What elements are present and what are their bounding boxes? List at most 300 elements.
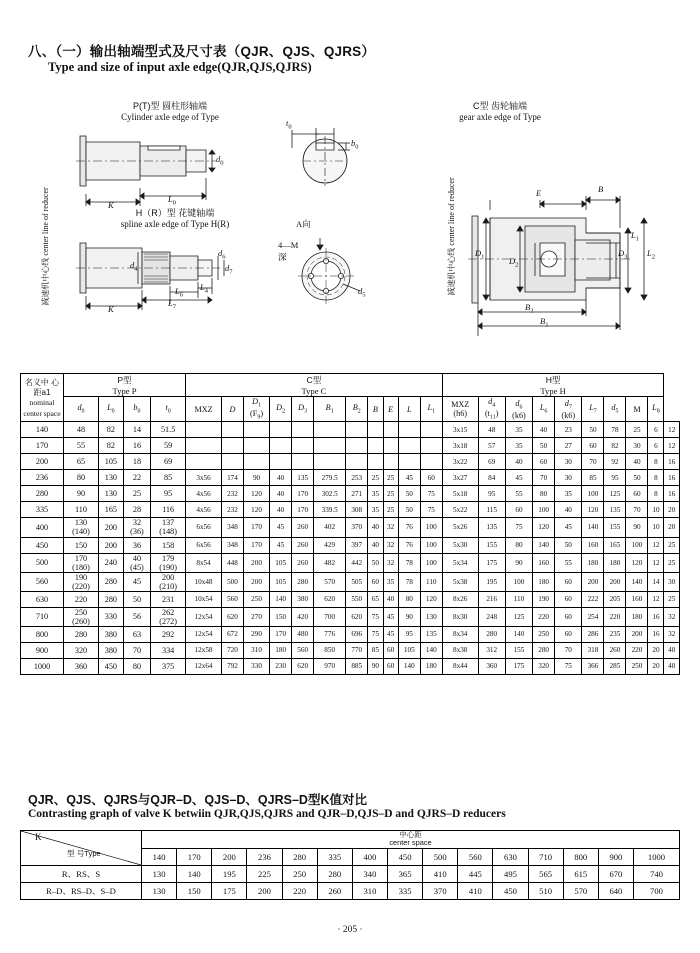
table-cell [398,438,420,454]
table-cell: 25 [383,470,398,486]
k-data-row [21,866,680,883]
table-cell [186,422,222,438]
table-cell [292,454,314,470]
k-cell: 740 [633,866,679,883]
table-cell: 180 [270,642,292,658]
table-cell: 63 [123,626,150,642]
label-a-direction: A向 [296,219,311,229]
table-cell: 220 [64,591,99,607]
table-cell: 375 [151,658,186,674]
table-cell: 57 [478,438,505,454]
dim-D2: $D_2$ [509,256,519,269]
k-column-header: 900 [598,848,633,865]
table-cell: 40 [555,502,582,518]
table-cell: 3x15 [442,422,478,438]
table-cell: 75 [368,607,383,626]
table-cell [368,422,383,438]
table-cell: 50 [582,422,604,438]
table-cell: 48 [478,422,505,438]
table-cell: 280 [478,626,505,642]
dim-b0: $b_0$ [351,138,359,151]
table-cell: 69 [151,454,186,470]
table-cell: 200 (210) [151,572,186,591]
table-cell: 180 [420,658,442,674]
table-cell: 45 [505,470,532,486]
table-cell: 100 [505,572,532,591]
table-cell [292,422,314,438]
table-cell: 135 [292,470,314,486]
table-cell: 125 [604,486,626,502]
table-cell: 45 [555,518,582,537]
table-cell: 280 [292,572,314,591]
table-row [21,438,680,454]
table-cell: 158 [151,537,186,553]
table-cell: 20 [664,502,680,518]
table-cell: 271 [346,486,368,502]
table-cell: 175 [478,553,505,572]
table-row [21,572,680,591]
table-cell: 78 [398,553,420,572]
table-cell: 320 [533,658,555,674]
table-cell: 3x27 [442,470,478,486]
table-cell: 40 [505,454,532,470]
table-cell: 40 [270,486,292,502]
table-cell: 85 [368,642,383,658]
k-column-header: 400 [352,848,387,865]
table-cell: 60 [505,502,532,518]
table-cell [420,454,442,470]
k-cell: 310 [352,883,387,900]
k-section-title-en: Contrasting graph of valve K betwiin QJR,QJS,QJRS and QJR–D,QJS–D and QJRS–D reducers [28,808,506,820]
table-cell: 200 [243,572,269,591]
table-cell: 40 [368,518,383,537]
col-d5: $d_5$ [604,397,626,422]
table-cell: 20 [648,642,664,658]
table-cell: 90 [64,486,99,502]
k-cell: 445 [458,866,493,883]
table-cell: 505 [346,572,368,591]
table-cell: 560 [21,572,64,591]
k-cell: 335 [387,883,422,900]
table-cell: 65 [368,591,383,607]
table-cell: 450 [21,537,64,553]
k-column-header: 170 [177,848,212,865]
figure-area [20,88,680,343]
table-cell: 84 [478,470,505,486]
table-cell: 8x34 [442,626,478,642]
table-cell [221,454,243,470]
table-cell: 482 [314,553,346,572]
col-L0: $L_0$ [98,397,123,422]
table-cell: 885 [346,658,368,674]
table-cell [270,454,292,470]
col-E: E [383,397,398,422]
table-cell [314,438,346,454]
table-cell: 48 [64,422,99,438]
k-cell: 640 [598,883,633,900]
dim-B2: $B_2$ [525,302,534,315]
table-cell: 180 [626,607,648,626]
table-cell: 20 [648,658,664,674]
table-row [21,454,680,470]
table-cell: 170 [243,537,269,553]
table-cell: 90 [243,470,269,486]
k-cell: 615 [563,866,598,883]
table-cell: 170 [270,626,292,642]
dim-L0: $L_0$ [168,194,176,207]
table-cell: 30 [664,572,680,591]
table-cell [368,454,383,470]
table-cell: 200 [98,537,123,553]
table-cell: 30 [555,470,582,486]
table-cell: 80 [505,537,532,553]
table-cell: 25 [664,591,680,607]
table-cell: 60 [555,591,582,607]
table-cell: 12 [664,422,680,438]
table-cell: 130 [420,607,442,626]
dim-D1: $D_1$ [475,248,485,261]
table-cell: 140 [582,518,604,537]
table-cell [314,454,346,470]
label-depth: 深 [278,252,287,262]
table-cell: 110 [420,572,442,591]
table-cell: 30 [555,454,582,470]
dim-L1: $L_1$ [631,230,639,243]
table-cell: 75 [420,502,442,518]
table-cell: 195 [478,572,505,591]
header-nominal-center-space: 名义中 心距a1 nominal center space [21,374,64,422]
k-column-header: 200 [212,848,247,865]
table-cell: 260 [292,518,314,537]
table-cell: 100 [420,537,442,553]
table-cell: 170 [243,518,269,537]
table-cell: 75 [555,658,582,674]
table-cell: 5x34 [442,553,478,572]
table-cell: 23 [555,422,582,438]
table-cell [243,438,269,454]
table-cell: 69 [478,454,505,470]
table-cell: 270 [243,607,269,626]
table-cell: 700 [314,607,346,626]
table-cell: 40 [626,454,648,470]
table-cell: 35 [505,438,532,454]
header-group-h: H型 Type H [442,374,664,397]
table-cell: 170 [292,486,314,502]
table-cell: 125 [505,607,532,626]
k-cell: 410 [423,866,458,883]
table-cell: 55 [505,486,532,502]
table-cell: 40 [664,658,680,674]
table-row [21,502,680,518]
table-cell: 6 [648,422,664,438]
table-cell: 450 [98,658,123,674]
table-cell: 170 (180) [64,553,99,572]
k-column-header: 280 [282,848,317,865]
table-cell: 50 [398,486,420,502]
table-cell: 6 [648,438,664,454]
table-cell: 82 [98,422,123,438]
k-cell: 130 [142,866,177,883]
table-cell: 12x54 [186,607,222,626]
table-cell: 236 [21,470,64,486]
table-cell: 232 [221,502,243,518]
table-cell: 100 [626,537,648,553]
table-cell: 22 [123,470,150,486]
table-cell: 279.5 [314,470,346,486]
table-cell: 55 [64,438,99,454]
table-cell [270,438,292,454]
table-cell: 25 [383,486,398,502]
table-cell: 60 [383,658,398,674]
table-row [21,553,680,572]
table-cell: 140 [270,591,292,607]
table-cell: 4x56 [186,486,222,502]
col-d6: $d_6$ (k6) [505,397,532,422]
table-cell: 570 [314,572,346,591]
table-cell: 60 [555,626,582,642]
table-cell: 45 [383,607,398,626]
table-cell: 12x58 [186,642,222,658]
table-cell: 85 [151,470,186,486]
col-MXZ: MXZ [186,397,222,422]
table-cell: 32 [383,518,398,537]
table-cell: 260 [604,642,626,658]
table-cell: 60 [555,607,582,626]
table-cell: 200 [604,572,626,591]
table-cell: 70 [555,642,582,658]
k-cell: 225 [247,866,282,883]
table-cell: 50 [533,438,555,454]
table-cell: 170 [21,438,64,454]
table-cell: 380 [98,626,123,642]
k-row-label: R、RS、S [21,866,142,883]
table-cell: 110 [64,502,99,518]
k-cell: 570 [563,883,598,900]
table-cell: 95 [478,486,505,502]
col-d4: $d_4$ $(t_{11})$ [478,397,505,422]
k-corner-cell: K 型 号Type [21,831,142,866]
k-column-header: 236 [247,848,282,865]
table-cell: 429 [314,537,346,553]
table-cell: 280 [64,626,99,642]
table-cell: 292 [151,626,186,642]
table-cell: 70 [626,502,648,518]
k-value-table [20,830,680,900]
table-cell: 105 [270,553,292,572]
table-cell: 380 [98,642,123,658]
table-cell: 137 (148) [151,518,186,537]
table-cell: 120 [420,591,442,607]
table-cell: 335 [21,502,64,518]
table-cell: 12 [648,553,664,572]
table-cell: 250 [243,591,269,607]
dim-d4: $d_4$ [130,260,138,273]
table-cell: 59 [151,438,186,454]
table-cell: 60 [368,572,383,591]
table-cell: 348 [221,537,243,553]
table-row [21,422,680,438]
table-cell: 25 [123,486,150,502]
table-cell: 82 [98,438,123,454]
table-cell: 6x56 [186,518,222,537]
table-cell: 320 [64,642,99,658]
table-cell: 380 [292,591,314,607]
k-column-header: 335 [317,848,352,865]
table-cell: 770 [346,642,368,658]
table-cell: 370 [346,518,368,537]
table-cell: 135 [604,502,626,518]
table-cell: 130 [98,470,123,486]
table-cell: 45 [270,537,292,553]
table-cell: 32 [664,626,680,642]
table-cell [221,438,243,454]
k-cell: 130 [142,883,177,900]
col-L7: $L_7$ [582,397,604,422]
table-cell [243,422,269,438]
table-cell: 35 [368,502,383,518]
table-cell: 550 [346,591,368,607]
col-L: L [398,397,420,422]
table-cell: 310 [243,642,269,658]
table-cell: 500 [21,553,64,572]
table-cell: 285 [604,658,626,674]
table-row [21,537,680,553]
table-cell: 200 [98,518,123,537]
col-L1: $L_1$ [420,397,442,422]
k-cell: 195 [212,866,247,883]
table-cell: 280 [533,642,555,658]
dim-d0: $d_0$ [216,154,224,167]
table-cell: 25 [664,553,680,572]
caption-p-type: P(T)型 圆柱形轴端 Cylinder axle edge of Type [121,101,219,123]
table-cell: 254 [582,607,604,626]
table-cell: 45 [123,572,150,591]
table-cell [292,438,314,454]
table-cell: 4x56 [186,502,222,518]
table-cell: 366 [582,658,604,674]
k-cell: 250 [282,866,317,883]
k-cell: 340 [352,866,387,883]
table-cell: 35 [555,486,582,502]
table-cell: 25 [368,470,383,486]
table-cell: 1000 [21,658,64,674]
dim-D3: $D_3$ [618,248,628,261]
table-cell: 105 [398,642,420,658]
table-cell: 240 [98,553,123,572]
dim-L2: $L_2$ [647,248,655,261]
section-heading-en: Type and size of input axle edge(QJR,QJS,QJRS) [48,60,312,74]
table-cell: 16 [664,454,680,470]
table-row [21,658,680,674]
table-cell: 65 [64,454,99,470]
table-cell: 25 [664,537,680,553]
table-cell: 5x30 [442,537,478,553]
table-cell: 480 [292,626,314,642]
table-cell: 130 (140) [64,518,99,537]
table-cell: 18 [123,454,150,470]
table-cell [186,454,222,470]
page-number: · 205 · [337,925,363,935]
col-B1: $B_1$ [314,397,346,422]
table-cell: 360 [64,658,99,674]
table-cell: 28 [123,502,150,518]
table-cell: 135 [478,518,505,537]
table-cell: 776 [314,626,346,642]
table-cell: 8 [648,454,664,470]
table-cell [270,422,292,438]
table-cell: 5x22 [442,502,478,518]
table-cell [398,454,420,470]
table-cell: 32 (36) [123,518,150,537]
table-cell: 35 [383,572,398,591]
table-cell: 40 [533,422,555,438]
table-cell: 50 [123,591,150,607]
table-cell [346,438,368,454]
table-cell: 90 [626,518,648,537]
table-cell: 50 [555,537,582,553]
table-cell: 40 [270,502,292,518]
table-cell: 8x30 [442,607,478,626]
table-cell: 30 [626,438,648,454]
table-cell: 5x26 [442,518,478,537]
table-cell: 55 [555,553,582,572]
table-cell: 250 (260) [64,607,99,626]
table-cell: 560 [221,591,243,607]
dim-K2: K [108,304,114,314]
table-cell: 360 [478,658,505,674]
col-B2: $B_2$ [346,397,368,422]
table-cell: 620 [221,607,243,626]
table-cell: 222 [582,591,604,607]
table-cell: 175 [505,658,532,674]
k-cell: 410 [458,883,493,900]
table-cell: 70 [582,454,604,470]
table-cell: 200 [21,454,64,470]
table-cell [420,422,442,438]
table-cell: 78 [398,572,420,591]
table-cell: 160 [533,553,555,572]
table-cell: 14 [123,422,150,438]
table-cell: 150 [64,537,99,553]
table-cell: 60 [626,486,648,502]
table-cell: 140 [505,626,532,642]
table-cell: 180 [533,572,555,591]
dim-L4: $L_4$ [200,282,208,295]
table-cell [383,422,398,438]
table-cell: 800 [21,626,64,642]
table-cell: 216 [478,591,505,607]
table-cell: 35 [505,422,532,438]
table-cell: 200 [243,553,269,572]
table-cell: 3x22 [442,454,478,470]
table-cell: 8 [648,470,664,486]
table-cell: 900 [21,642,64,658]
table-cell: 260 [292,553,314,572]
table-cell: 308 [346,502,368,518]
table-cell: 630 [21,591,64,607]
table-cell: 8x44 [442,658,478,674]
table-cell: 16 [123,438,150,454]
dim-K: K [108,200,114,210]
col-b0: $b_0$ [123,397,150,422]
table-cell: 35 [368,486,383,502]
dim-t0: $t_0$ [286,118,292,131]
table-cell: 76 [398,518,420,537]
table-cell [383,438,398,454]
k-cell: 280 [317,866,352,883]
table-cell: 710 [21,607,64,626]
table-cell: 286 [582,626,604,642]
